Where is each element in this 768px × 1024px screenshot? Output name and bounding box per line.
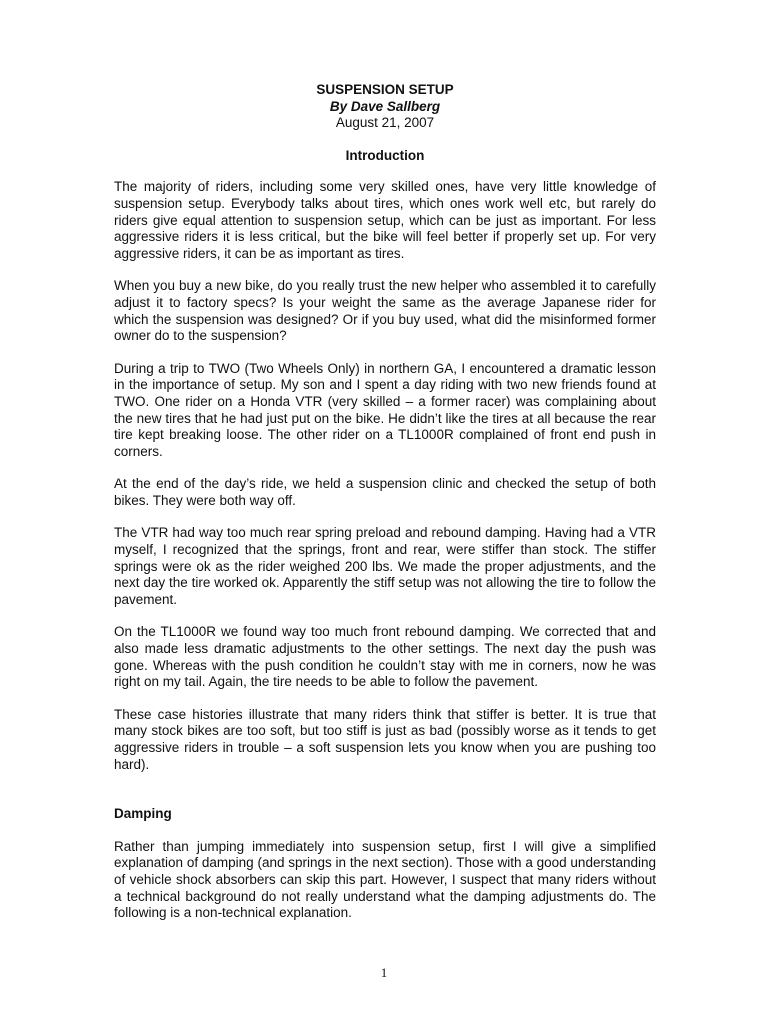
paragraph: When you buy a new bike, do you really trust the new helper who assembled it to carefully adjust it to factory specs? Is your weight the same as the average Japanese rider for which the suspension was designed? Or if you buy used, what did the misinformed former owner do to the suspension?	[114, 278, 656, 344]
paragraph: Rather than jumping immediately into suspension setup, first I will give a simplified explanation of damping (and springs in the next section). Those with a good understanding of vehicle shock absorbers can skip this part. However, I suspect that many riders without a technical background do not really understand what the damping adjustments do. The following is a non-technical explanation.	[114, 838, 656, 921]
section-heading-damping: Damping	[114, 806, 172, 822]
paragraph: These case histories illustrate that many riders think that stiffer is better. It is true that many stock bikes are too soft, but too stiff is just as bad (possibly worse as it tends to get aggressive riders in trouble – a soft suspension lets you know when you are pushing too hard).	[114, 706, 656, 772]
document-page	[114, 80, 656, 938]
paragraph: On the TL1000R we found way too much front rebound damping. We corrected that and also made less dramatic adjustments to the other settings. The next day the push was gone. Whereas with the push condition he couldn’t stay with me in corners, now he was right on my tail. Again, the tire needs to be able to follow the pavement.	[114, 624, 656, 690]
paragraph: During a trip to TWO (Two Wheels Only) in northern GA, I encountered a dramatic lesson in the importance of setup. My son and I spent a day riding with two new friends found at TWO. One rider on a Honda VTR (very skilled – a former racer) was complaining about the new tires that he had just put on the bike. He didn’t like the tires at all because the rear tire kept breaking loose. The other rider on a TL1000R complained of front end push in corners.	[114, 360, 656, 459]
paragraph: The VTR had way too much rear spring preload and rebound damping. Having had a VTR myself, I recognized that the springs, front and rear, were stiffer than stock. The stiffer springs were ok as the rider weighed 200 lbs. We made the proper adjustments, and the next day the tire worked ok. Apparently the stiff setup was not allowing the tire to follow the pavement.	[114, 525, 656, 607]
document-date: August 21, 2007	[335, 115, 435, 131]
document-title: SUSPENSION SETUP	[316, 82, 454, 97]
paragraph: The majority of riders, including some very skilled ones, have very little knowledge of suspension setup. Everybody talks about tires, which ones work well etc, but rarely do riders give equal attention to suspension setup, which can be just as important. For less aggressive riders it is less critical, but the bike will feel better if properly set up. For very aggressive riders, it can be as important as tires.	[114, 179, 656, 261]
section-heading-introduction: Introduction	[345, 147, 425, 163]
document-author: By Dave Sallberg	[329, 98, 441, 114]
paragraph: At the end of the day’s ride, we held a suspension clinic and checked the setup of both bikes. They were both way off.	[114, 476, 656, 508]
page-number: 1	[380, 965, 388, 980]
